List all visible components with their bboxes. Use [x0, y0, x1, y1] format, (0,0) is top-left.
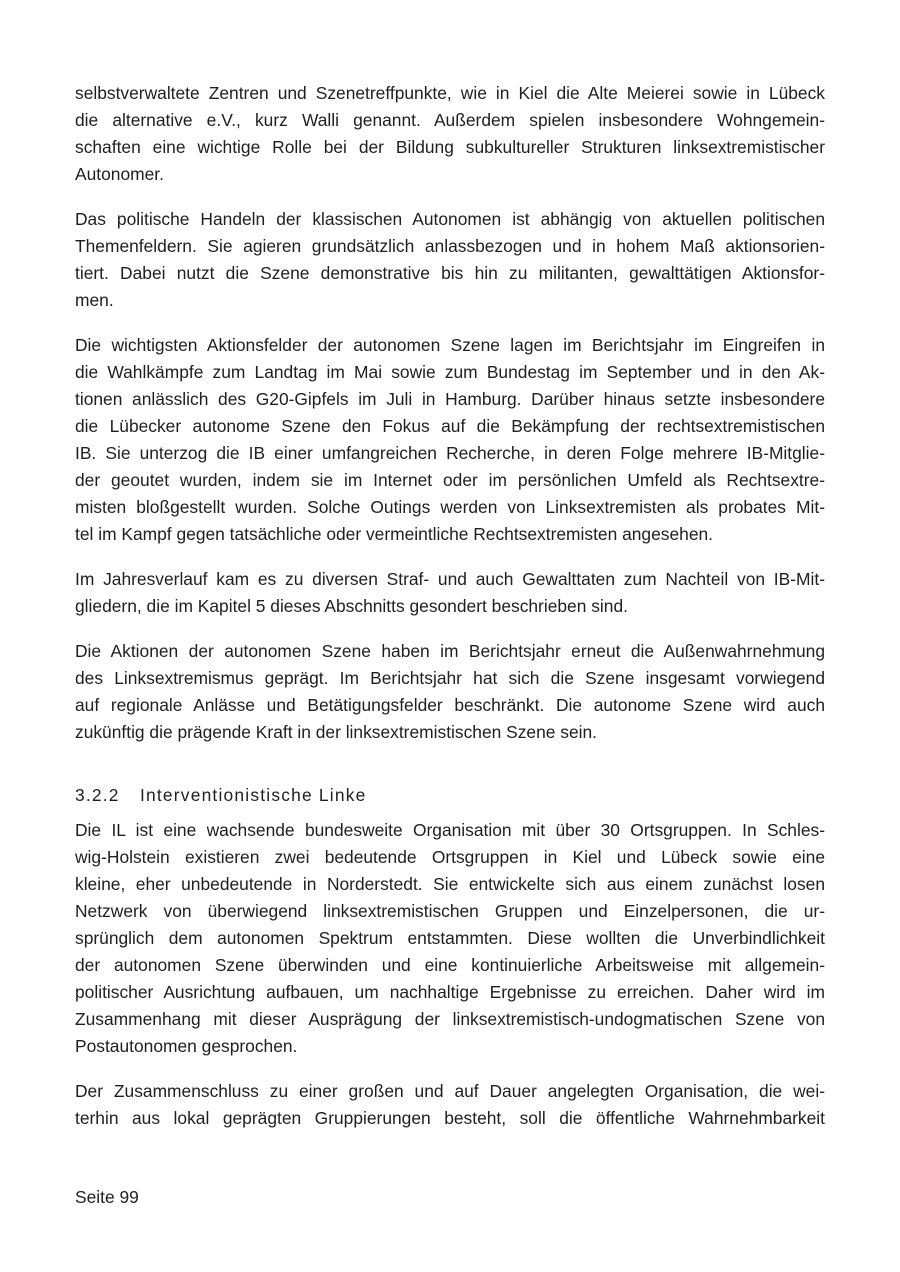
text-line: Postautonomen gesprochen. [75, 1036, 298, 1056]
paragraph [75, 1078, 825, 1132]
section-number: 3.2.2 [75, 785, 120, 805]
text-line: misten bloßgestellt wurden. Solche Outings werden von Linksextremisten als probates Mit- [75, 497, 825, 517]
document-page [75, 80, 825, 1150]
text-line: auf regionale Anlässe und Betätigungsfelder beschränkt. Die autonome Szene wird auch [75, 695, 825, 715]
section-heading [75, 782, 825, 809]
text-line: men. [75, 290, 114, 310]
text-line: Die IL ist eine wachsende bundesweite Organisation mit über 30 Ortsgruppen. In Schles- [75, 820, 825, 840]
text-line: die Lübecker autonome Szene den Fokus auf die Bekämpfung der rechtsextremistischen [75, 416, 825, 436]
text-line: politischer Ausrichtung aufbauen, um nachhaltige Ergebnisse zu erreichen. Daher wird im [75, 982, 825, 1002]
text-line: Die wichtigsten Aktionsfelder der autonomen Szene lagen im Berichtsjahr im Eingreifen in [75, 335, 825, 355]
section-title: Interventionistische Linke [140, 785, 367, 805]
text-line: Themenfeldern. Sie agieren grundsätzlich anlassbezogen und in hohem Maß aktionsorien- [75, 236, 825, 256]
text-line: Autonomer. [75, 164, 164, 184]
text-line: Im Jahresverlauf kam es zu diversen Straf- und auch Gewalttaten zum Nachteil von IB-Mit- [75, 569, 825, 589]
paragraph [75, 638, 825, 746]
text-line: sprünglich dem autonomen Spektrum entstammten. Diese wollten die Unverbindlichkeit [75, 928, 825, 948]
paragraph [75, 566, 825, 620]
paragraph [75, 206, 825, 314]
text-line: tionen anlässlich des G20-Gipfels im Juli in Hamburg. Darüber hinaus setzte insbesondere [75, 389, 825, 409]
text-line: der autonomen Szene überwinden und eine kontinuierliche Arbeitsweise mit allgemein- [75, 955, 825, 975]
paragraph [75, 80, 825, 188]
text-line: terhin aus lokal geprägten Gruppierungen besteht, soll die öffentliche Wahrnehmbarkeit [75, 1108, 825, 1128]
text-line: wig-Holstein existieren zwei bedeutende Ortsgruppen in Kiel und Lübeck sowie eine [75, 847, 825, 867]
text-line: tel im Kampf gegen tatsächliche oder vermeintliche Rechtsextremisten angesehen. [75, 524, 713, 544]
text-line: Netzwerk von überwiegend linksextremistischen Gruppen und Einzelpersonen, die ur- [75, 901, 825, 921]
body-text-before [75, 80, 825, 746]
text-line: selbstverwaltete Zentren und Szenetreffpunkte, wie in Kiel die Alte Meierei sowie in Lübeck [75, 83, 825, 103]
text-line: der geoutet wurden, indem sie im Internet oder im persönlichen Umfeld als Rechtsextre- [75, 470, 825, 490]
text-line: Der Zusammenschluss zu einer großen und auf Dauer angelegten Organisation, die wei- [75, 1081, 825, 1101]
text-line: IB. Sie unterzog die IB einer umfangreichen Recherche, in deren Folge mehrere IB-Mitglie- [75, 443, 825, 463]
text-line: gliedern, die im Kapitel 5 dieses Abschnitts gesondert beschrieben sind. [75, 596, 628, 616]
text-line: Das politische Handeln der klassischen Autonomen ist abhängig von aktuellen politischen [75, 209, 825, 229]
text-line: die alternative e.V., kurz Walli genannt. Außerdem spielen insbesondere Wohngemein- [75, 110, 825, 130]
paragraph [75, 817, 825, 1060]
text-line: die Wahlkämpfe zum Landtag im Mai sowie zum Bundestag im September und in den Ak- [75, 362, 825, 382]
text-line: tiert. Dabei nutzt die Szene demonstrative bis hin zu militanten, gewalttätigen Aktionsfor- [75, 263, 825, 283]
text-line: kleine, eher unbedeutende in Norderstedt. Sie entwickelte sich aus einem zunächst losen [75, 874, 825, 894]
text-line: zukünftig die prägende Kraft in der linksextremistischen Szene sein. [75, 722, 597, 742]
text-line: Die Aktionen der autonomen Szene haben im Berichtsjahr erneut die Außenwahrnehmung [75, 641, 825, 661]
text-line: Zusammenhang mit dieser Ausprägung der linksextremistisch-undogmatischen Szene von [75, 1009, 825, 1029]
body-text-after [75, 817, 825, 1132]
paragraph [75, 332, 825, 548]
text-line: schaften eine wichtige Rolle bei der Bildung subkultureller Strukturen linksextremistischer [75, 137, 825, 157]
page-number: Seite 99 [75, 1187, 139, 1207]
text-line: des Linksextremismus geprägt. Im Berichtsjahr hat sich die Szene insgesamt vorwiegend [75, 668, 825, 688]
